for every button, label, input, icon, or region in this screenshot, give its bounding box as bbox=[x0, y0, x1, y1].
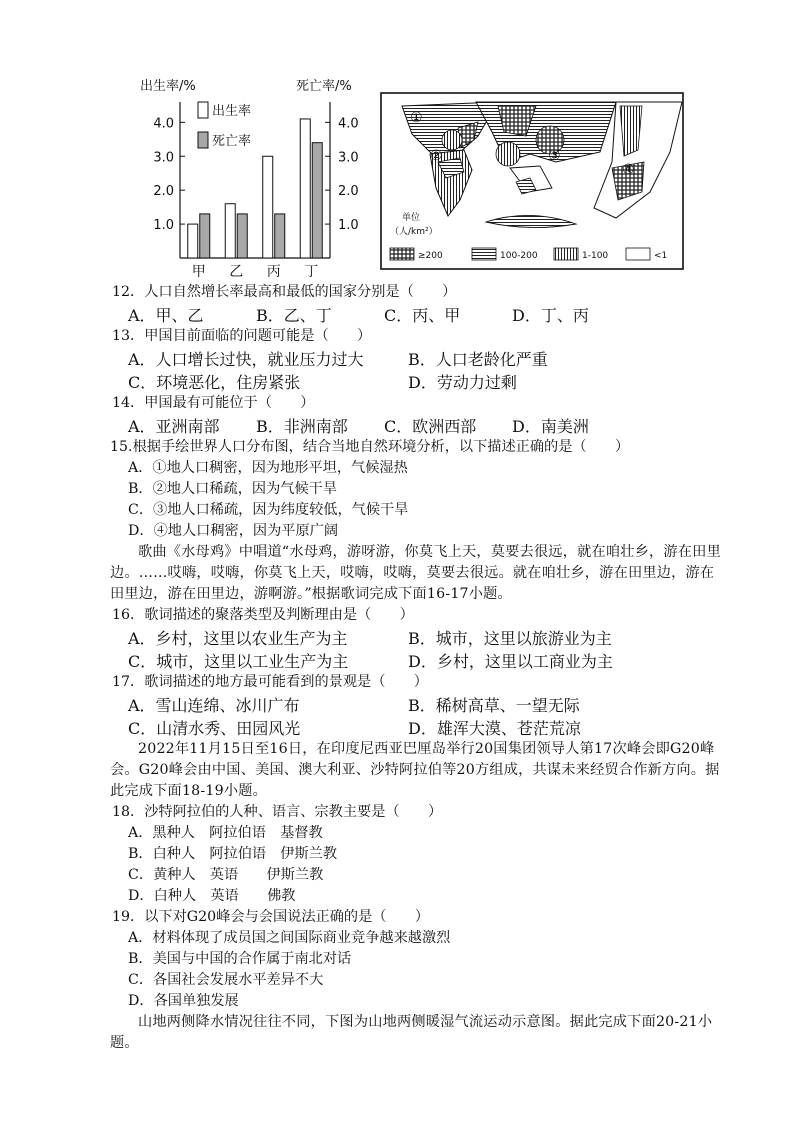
q15-option-a: A．①地人口稠密，因为地形平坦，气候湿热 bbox=[128, 460, 408, 476]
y-tick-label-left: 4.0 bbox=[153, 116, 174, 132]
q13-option-c: C．环境恶化，住房紧张 bbox=[128, 373, 301, 392]
africa-circle bbox=[496, 142, 520, 166]
q17-options-row1 bbox=[112, 693, 712, 716]
legend-swatch-dense bbox=[390, 248, 414, 260]
q14-option-d: D．南美洲 bbox=[512, 417, 589, 436]
x-category-label: 丁 bbox=[304, 264, 319, 280]
y-axis-left-label: 出生率/% bbox=[140, 79, 196, 94]
legend-text-empty: <1 bbox=[654, 251, 668, 261]
q12-option-c: C．丙、甲 bbox=[384, 306, 461, 325]
q16-option-c: C．城市，这里以工业生产为主 bbox=[128, 652, 349, 671]
region-label-2: ② bbox=[430, 148, 443, 164]
legend-swatch-vert bbox=[554, 248, 578, 260]
q13-stem: 13．甲国目前面临的问题可能是（ ） bbox=[112, 328, 372, 344]
q13-options-row1 bbox=[112, 347, 712, 370]
q12-option-a: A．甲、乙 bbox=[128, 306, 204, 325]
passage-g20: 2022年11月15日至16日，在印度尼西亚巴厘岛举行20国集团领导人第17次峰会即G20峰会。G20峰会由中国、美国、澳大利亚、沙特阿拉伯等20方组成，共谋未来经贸合作新方向。据此完成下面18-19小题。 bbox=[110, 741, 720, 799]
q17-option-c: C．山清水秀、田园风光 bbox=[128, 719, 301, 738]
legend-text-horiz: 100-200 bbox=[500, 251, 538, 261]
world-population-sketch-map bbox=[380, 92, 684, 270]
q18-stem: 18．沙特阿拉伯的人种、语言、宗教主要是（ ） bbox=[112, 804, 443, 820]
passage-mountain: 山地两侧降水情况往往不同，下图为山地两侧暖湿气流运动示意图。据此完成下面20-21小题。 bbox=[110, 1014, 713, 1051]
q16-option-a: A．乡村，这里以农业生产为主 bbox=[128, 629, 348, 648]
region-label-3: ③ bbox=[548, 148, 561, 164]
q13-option-d: D．劳动力过剩 bbox=[408, 373, 517, 392]
q17-stem: 17．歌词描述的地方最可能看到的景观是（ ） bbox=[112, 674, 428, 690]
questions-area bbox=[110, 282, 721, 1054]
q17-option-d: D．雄浑大漠、苍茫荒凉 bbox=[408, 719, 581, 738]
bar-birth-rate bbox=[188, 224, 198, 258]
q19-option-c: C．各国社会发展水平差异不大 bbox=[128, 972, 324, 988]
q13-option-b: B．人口老龄化严重 bbox=[408, 350, 548, 369]
q14-option-a: A．亚洲南部 bbox=[128, 417, 220, 436]
legend-label-death: 死亡率 bbox=[212, 134, 252, 149]
q12-stem: 12．人口自然增长率最高和最低的国家分别是（ ） bbox=[112, 284, 457, 300]
q15-stem: 15.根据手绘世界人口分布图，结合当地自然环境分析，以下描述正确的是（ ） bbox=[110, 439, 630, 455]
q14-stem: 14．甲国最有可能位于（ ） bbox=[112, 395, 315, 411]
bar-death-rate bbox=[312, 143, 322, 258]
y-tick-label-left: 1.0 bbox=[153, 218, 174, 234]
q12-option-d: D．丁、丙 bbox=[512, 306, 589, 325]
q19-option-a: A．材料体现了成员国之间国际商业竞争越来越激烈 bbox=[128, 930, 451, 946]
x-category-label: 乙 bbox=[229, 264, 244, 280]
q17-options-row2 bbox=[112, 716, 712, 739]
q14-option-c: C．欧洲西部 bbox=[384, 417, 477, 436]
q15-option-c: C．③地人口稀疏，因为纬度较低，气候干旱 bbox=[128, 502, 409, 518]
q15-option-d: D．④地人口稠密，因为平原广阔 bbox=[128, 523, 339, 539]
bar-birth-rate bbox=[225, 204, 235, 258]
legend-text-vert: 1-100 bbox=[582, 251, 609, 261]
map-unit-value: （人/km²） bbox=[390, 227, 438, 237]
region-label-1: ① bbox=[410, 110, 423, 126]
passage-song: 歌曲《水母鸡》中唱道“水母鸡，游呀游，你莫飞上天，莫要去很远，就在咱壮乡，游在田里边。……哎嗨，哎嗨，你莫飞上天，哎嗨，哎嗨，莫要去很远。就在咱壮乡，游在田里边，游在田里边，游在田里边，游啊游。”根据歌词完成下面16-17小题。 bbox=[110, 544, 721, 602]
y-tick-label-left: 2.0 bbox=[153, 184, 174, 200]
y-tick-label-right: 1.0 bbox=[338, 218, 359, 234]
y-axis-right-label: 死亡率/% bbox=[296, 79, 352, 94]
q18-option-c: C．黄种人 英语 伊斯兰教 bbox=[128, 867, 324, 883]
q16-options-row2 bbox=[112, 649, 712, 672]
q17-option-b: B．稀树高草、一望无际 bbox=[408, 696, 580, 715]
legend-swatch-birth bbox=[198, 102, 208, 118]
y-tick-label-right: 4.0 bbox=[338, 116, 359, 132]
legend-swatch-horiz bbox=[472, 248, 496, 260]
legend-swatch-death bbox=[198, 132, 208, 148]
q16-options-row1 bbox=[112, 626, 712, 649]
q12-option-b: B．乙、丁 bbox=[256, 306, 332, 325]
q16-option-b: B．城市，这里以旅游业为主 bbox=[408, 629, 612, 648]
x-category-label: 甲 bbox=[191, 264, 206, 280]
bar-death-rate bbox=[237, 214, 247, 258]
bar-birth-rate bbox=[300, 119, 310, 258]
region-label-4: ④ bbox=[622, 162, 635, 178]
q14-options bbox=[112, 414, 712, 437]
q14-option-b: B．非洲南部 bbox=[256, 417, 348, 436]
q16-option-d: D．乡村，这里以工商业为主 bbox=[408, 652, 613, 671]
legend-label-birth: 出生率 bbox=[212, 104, 252, 119]
bar-birth-rate bbox=[263, 156, 273, 258]
q19-option-b: B．美国与中国的合作属于南北对话 bbox=[128, 951, 352, 967]
q16-stem: 16．歌词描述的聚落类型及判断理由是（ ） bbox=[112, 607, 414, 623]
q13-options-row2 bbox=[112, 370, 712, 393]
map-unit-label: 单位 bbox=[402, 213, 421, 223]
q19-stem: 19．以下对G20峰会与会国说法正确的是（ ） bbox=[112, 909, 430, 925]
y-tick-label-right: 3.0 bbox=[338, 150, 359, 166]
q18-option-d: D．白种人 英语 佛教 bbox=[128, 888, 296, 904]
y-tick-label-left: 3.0 bbox=[153, 150, 174, 166]
q18-option-b: B．白种人 阿拉伯语 伊斯兰教 bbox=[128, 846, 338, 862]
chart-legend bbox=[198, 102, 251, 149]
na-circle-region bbox=[442, 130, 462, 150]
q19-option-d: D．各国单独发展 bbox=[128, 993, 239, 1009]
q13-option-a: A．人口增长过快，就业压力过大 bbox=[128, 350, 364, 369]
legend-text-dense: ≥200 bbox=[418, 251, 443, 261]
legend-swatch-empty bbox=[626, 248, 650, 260]
birth-death-rate-chart bbox=[130, 72, 370, 282]
bar-death-rate bbox=[275, 214, 285, 258]
q18-option-a: A．黑种人 阿拉伯语 基督教 bbox=[128, 825, 323, 841]
q12-options bbox=[112, 303, 712, 326]
bar-death-rate bbox=[200, 214, 210, 258]
q17-option-a: A．雪山连绵、冰川广布 bbox=[128, 696, 300, 715]
x-category-label: 丙 bbox=[266, 264, 281, 280]
y-tick-label-right: 2.0 bbox=[338, 184, 359, 200]
q15-option-b: B．②地人口稀疏，因为气候干旱 bbox=[128, 481, 338, 497]
